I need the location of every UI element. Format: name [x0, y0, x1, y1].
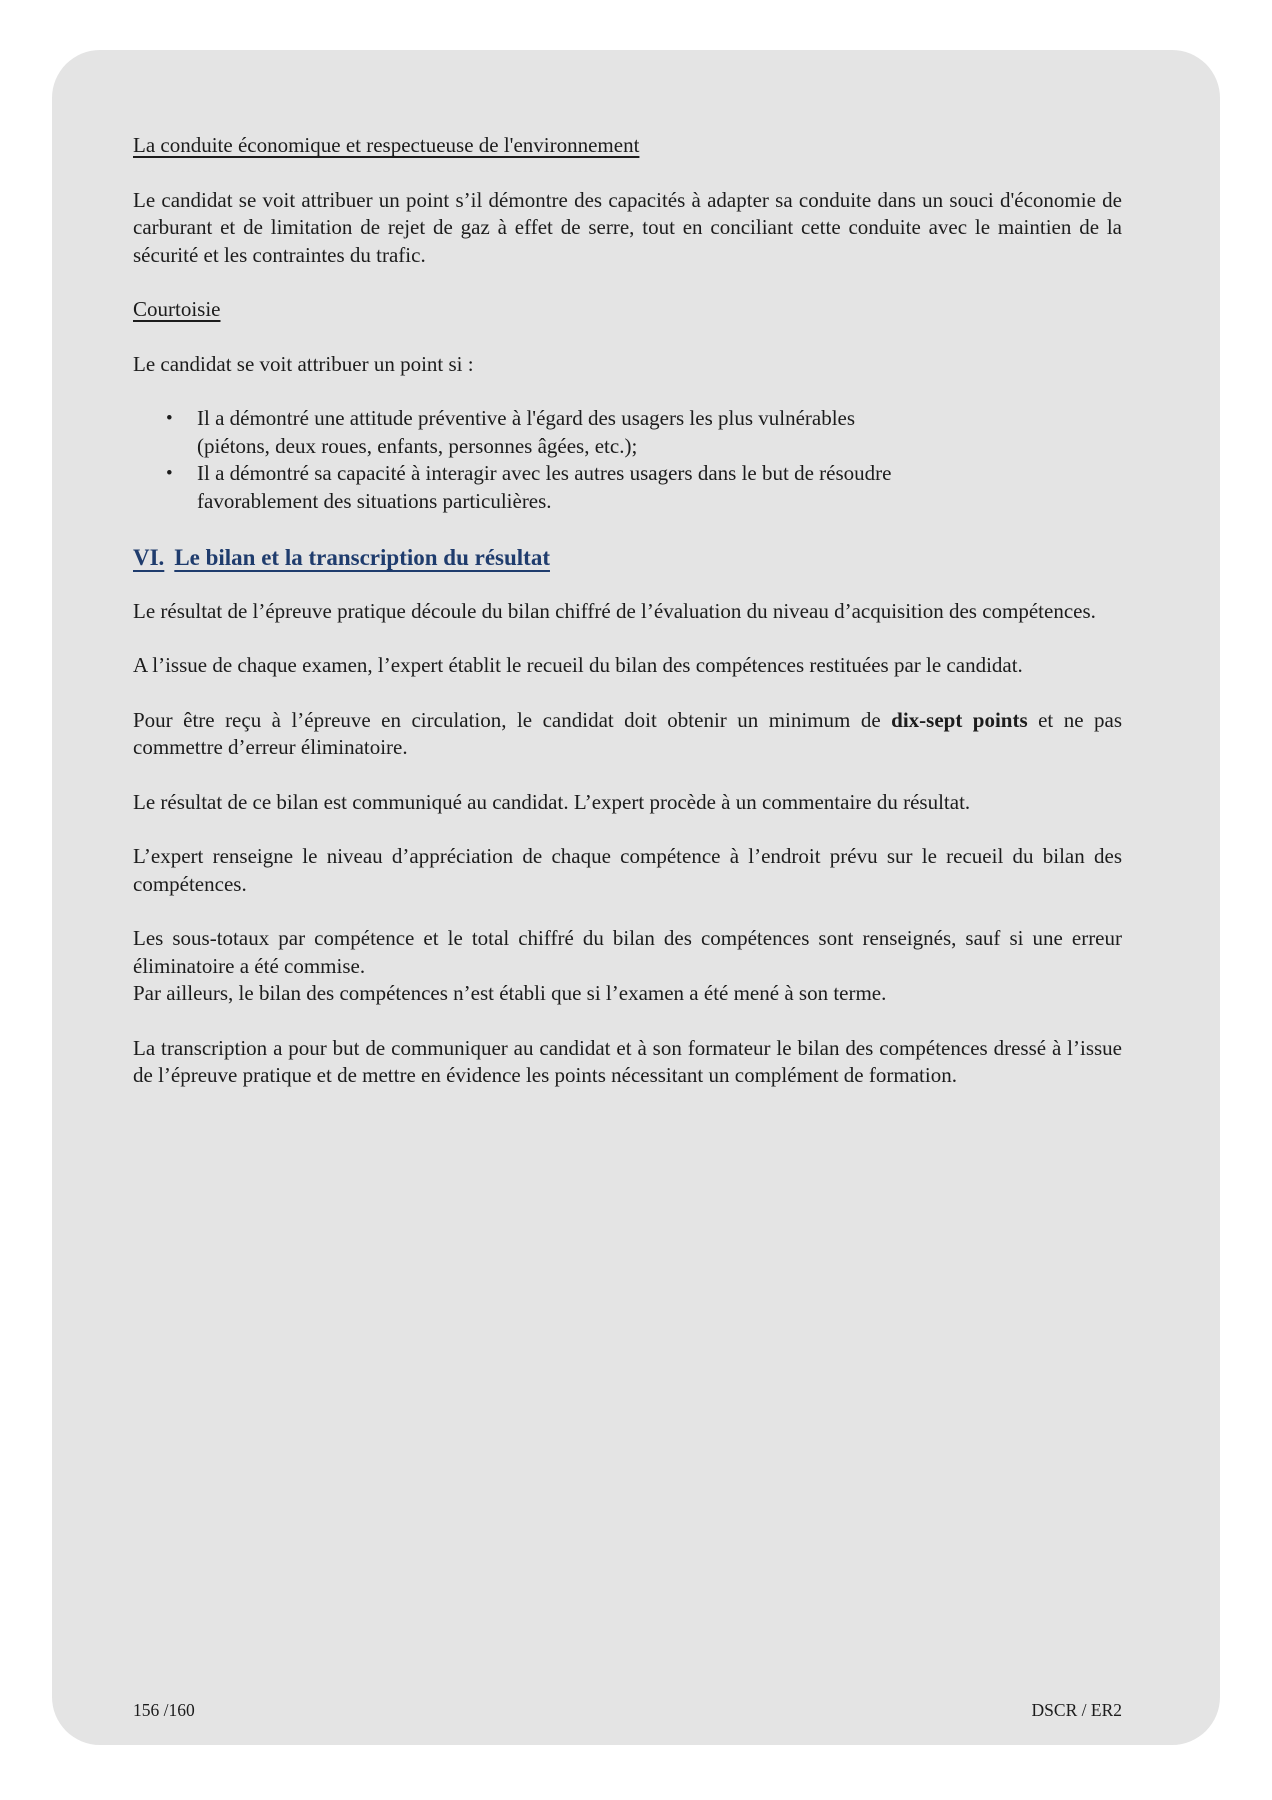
page-number: 156 /160 [133, 1700, 195, 1720]
page-content [133, 50, 1122, 1117]
bullet-item [166, 405, 1122, 460]
doc-reference: DSCR / ER2 [1031, 1700, 1122, 1720]
body-paragraph: A l’issue de chaque examen, l’expert établit le recueil du bilan des compétences restituées par le candidat. [133, 653, 1023, 677]
subsection-heading: Courtoisie [133, 297, 221, 321]
body-paragraph: Le candidat se voit attribuer un point si : [133, 351, 474, 376]
body-paragraph: Le candidat se voit attribuer un point s’il démontre des capacités à adapter sa conduite dans un souci d'économie de carburant et de limitation de rejet de gaz à effet de serre, tout en conciliant cette conduite avec le maintien de la sécurité et les contraintes du trafic. [133, 187, 1122, 267]
body-paragraph: L’expert renseigne le niveau d’appréciation de chaque compétence à l’endroit prévu sur le recueil du bilan des compétences. [133, 844, 1122, 896]
body-paragraph: La transcription a pour but de communiquer au candidat et à son formateur le bilan des compétences dressé à l’issue de l’épreuve pratique et de mettre en évidence les points nécessitant un complément de formation. [133, 1035, 1122, 1087]
page-card [52, 50, 1220, 1745]
bullet-icon: • [166, 463, 173, 484]
subsection-heading: La conduite économique et respectueuse de l'environnement [133, 133, 640, 157]
bullet-item [166, 460, 1122, 515]
section-title: Le bilan et la transcription du résultat [174, 545, 550, 570]
section-number: VI. [133, 545, 165, 570]
page-footer [133, 1700, 1122, 1721]
section-heading [133, 544, 1122, 572]
body-paragraph: Les sous-totaux par compétence et le total chiffré du bilan des compétences sont renseignés, sauf si une erreur éliminatoire a été commise. Par ailleurs, le bilan des compétences n’est établi que si l’examen a été mené à son terme. [133, 926, 1122, 1005]
body-paragraph: Le résultat de l’épreuve pratique découle du bilan chiffré de l’évaluation du niveau d’acquisition des compétences. [133, 598, 1096, 623]
bullet-item-text: Il a démontré sa capacité à interagir avec les autres usagers dans le but de résoudre favorablement des situations particulières. [197, 461, 892, 513]
body-paragraph: Le résultat de ce bilan est communiqué au candidat. L’expert procède à un commentaire du résultat. [133, 789, 971, 814]
body-paragraph: Pour être reçu à l’épreuve en circulation, le candidat doit obtenir un minimum de dix-sept points et ne pas commettre d’erreur éliminatoire. [133, 707, 1122, 759]
bullet-list [133, 405, 1122, 515]
bullet-icon: • [166, 408, 173, 429]
bullet-item-text: Il a démontré une attitude préventive à l'égard des usagers les plus vulnérables (piétons, deux roues, enfants, personnes âgées, etc.); [197, 406, 856, 458]
